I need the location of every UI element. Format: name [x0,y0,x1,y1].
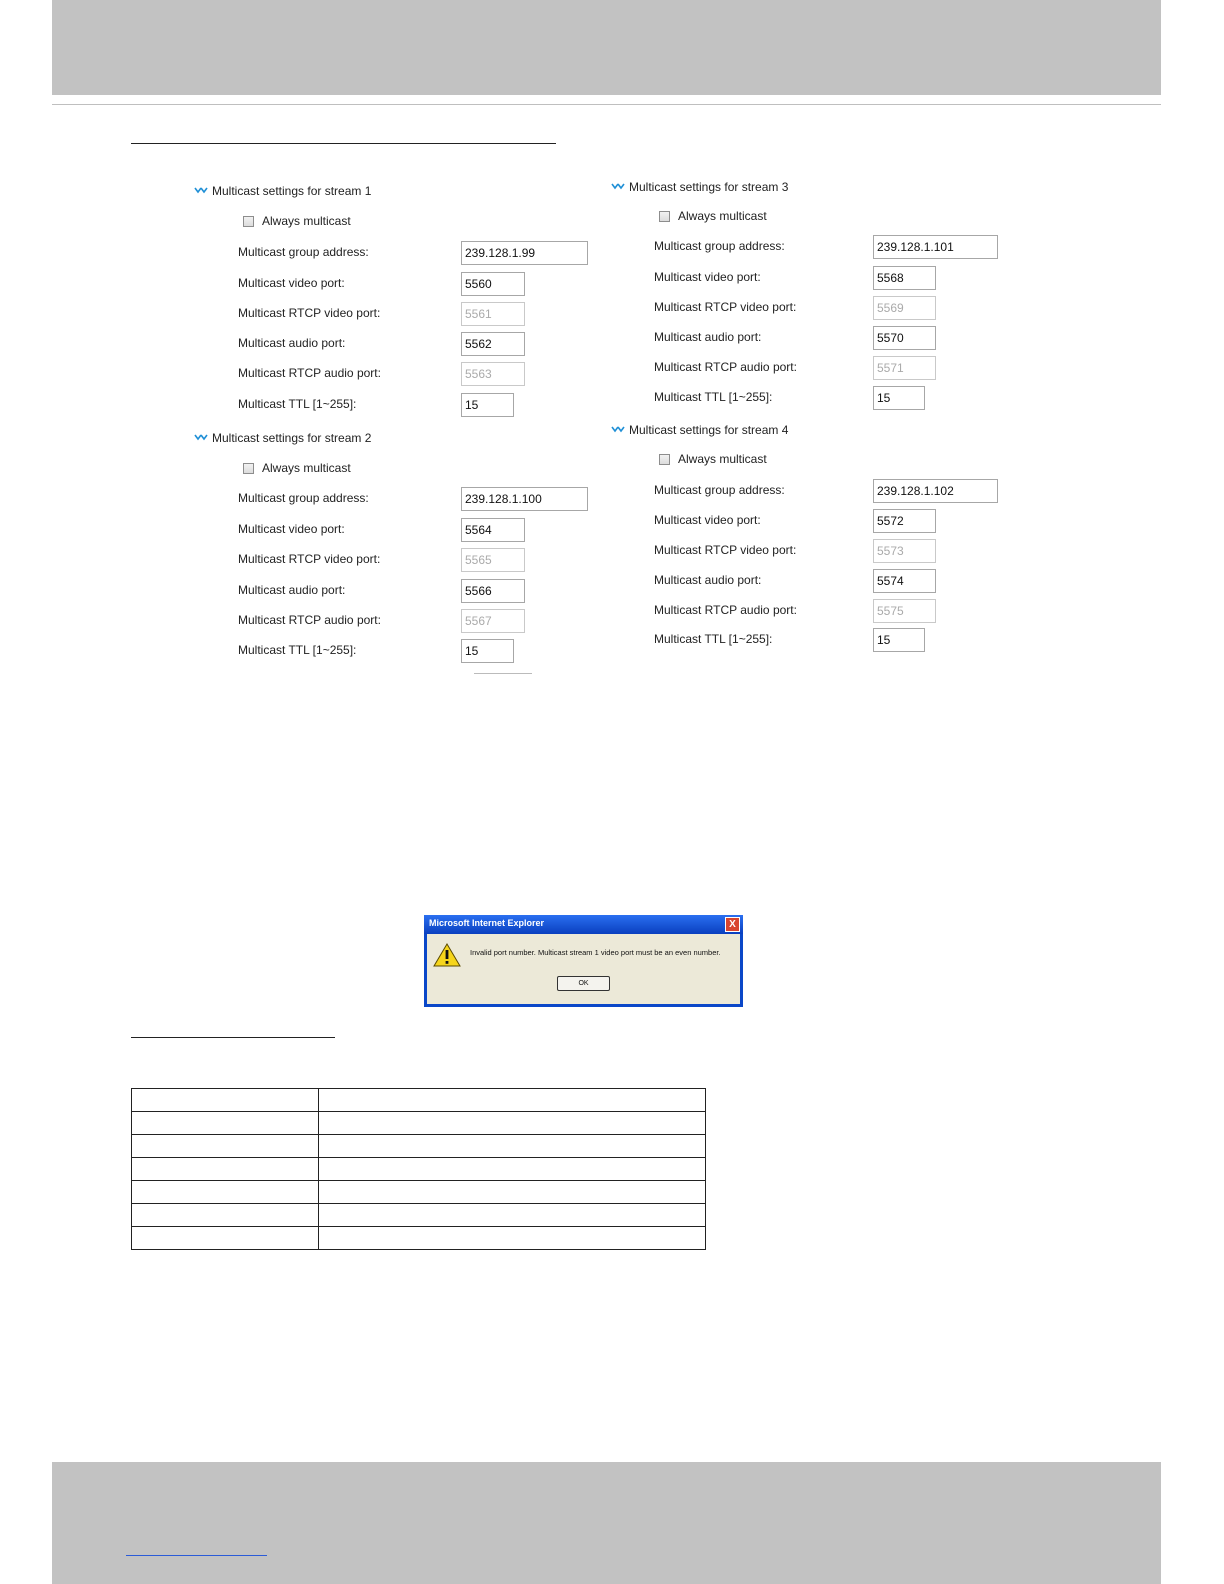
stream-3-rtcp-audio-port-input: 5571 [873,356,936,380]
stream-1-ttl-input[interactable]: 15 [461,393,514,417]
stream-3-rtcp-video-port-input: 5569 [873,296,936,320]
always-multicast-checkbox[interactable] [659,454,670,465]
table-cell [319,1112,706,1135]
ok-button[interactable]: OK [557,976,610,991]
always-multicast-label: Always multicast [678,452,767,466]
always-multicast-label: Always multicast [262,461,351,475]
stream-4-rtcp-audio-port-input: 5575 [873,599,936,623]
table-cell [132,1089,319,1112]
stream-4-rtcp-video-port-input: 5573 [873,539,936,563]
panel-edge [474,673,532,674]
stream-2-audio-port-input[interactable]: 5566 [461,579,525,603]
stream-1-video-port-input[interactable]: 5560 [461,272,525,296]
table-cell [319,1089,706,1112]
stream-1-group-address-label: Multicast group address: [238,245,369,259]
stream-3-audio-port-label: Multicast audio port: [654,330,762,344]
stream-2-video-port-input[interactable]: 5564 [461,518,525,542]
chevron-down-icon [194,186,208,196]
table-cell [132,1181,319,1204]
table-row [132,1089,706,1112]
chevron-down-icon [611,182,625,192]
stream-4-header[interactable] [611,423,788,437]
table-row [132,1227,706,1250]
stream-3-title: Multicast settings for stream 3 [629,180,789,194]
stream-3-group-address-label: Multicast group address: [654,239,785,253]
stream-3-video-port-label: Multicast video port: [654,270,761,284]
table-cell [132,1204,319,1227]
always-multicast-checkbox[interactable] [243,216,254,227]
stream-1-always-multicast[interactable] [243,214,351,228]
warning-icon [433,943,461,967]
stream-3-always-multicast[interactable] [659,209,767,223]
dialog-titlebar [424,915,743,934]
always-multicast-checkbox[interactable] [243,463,254,474]
content-table [131,1088,706,1250]
stream-2-ttl-label: Multicast TTL [1~255]: [238,643,357,657]
alert-dialog [424,915,743,1007]
table-cell [319,1204,706,1227]
stream-4-audio-port-input[interactable]: 5574 [873,569,936,593]
stream-4-ttl-label: Multicast TTL [1~255]: [654,632,773,646]
stream-3-rtcp-audio-port-label: Multicast RTCP audio port: [654,360,797,374]
dialog-message: Invalid port number. Multicast stream 1 video port must be an even number. [470,948,721,957]
footer-link-underline[interactable] [126,1555,267,1556]
table-row [132,1112,706,1135]
table-cell [132,1227,319,1250]
stream-2-title: Multicast settings for stream 2 [212,431,372,445]
table-cell [319,1227,706,1250]
section-heading-rule [131,143,556,144]
stream-2-rtcp-video-port-input: 5565 [461,548,525,572]
stream-1-audio-port-input[interactable]: 5562 [461,332,525,356]
table-cell [132,1158,319,1181]
always-multicast-label: Always multicast [262,214,351,228]
close-button[interactable]: X [725,917,740,932]
stream-3-header[interactable] [611,180,788,194]
stream-4-video-port-input[interactable]: 5572 [873,509,936,533]
stream-2-rtcp-video-port-label: Multicast RTCP video port: [238,552,381,566]
section-heading-rule-2 [131,1037,335,1038]
stream-3-audio-port-input[interactable]: 5570 [873,326,936,350]
dialog-title: Microsoft Internet Explorer [429,918,545,928]
stream-1-header[interactable] [194,184,371,198]
stream-2-group-address-label: Multicast group address: [238,491,369,505]
table-cell [132,1135,319,1158]
stream-2-audio-port-label: Multicast audio port: [238,583,346,597]
stream-3-rtcp-video-port-label: Multicast RTCP video port: [654,300,797,314]
stream-2-group-address-input[interactable]: 239.128.1.100 [461,487,588,511]
table-row [132,1181,706,1204]
stream-4-audio-port-label: Multicast audio port: [654,573,762,587]
table-cell [319,1135,706,1158]
footer-band [52,1462,1161,1584]
stream-2-ttl-input[interactable]: 15 [461,639,514,663]
table-row [132,1204,706,1227]
stream-1-rtcp-video-port-input: 5561 [461,302,525,326]
table-row [132,1135,706,1158]
stream-4-always-multicast[interactable] [659,452,767,466]
stream-1-rtcp-audio-port-label: Multicast RTCP audio port: [238,366,381,380]
chevron-down-icon [611,425,625,435]
stream-4-video-port-label: Multicast video port: [654,513,761,527]
table-cell [319,1158,706,1181]
table-cell [319,1181,706,1204]
stream-4-group-address-input[interactable]: 239.128.1.102 [873,479,998,503]
stream-2-rtcp-audio-port-label: Multicast RTCP audio port: [238,613,381,627]
stream-4-rtcp-audio-port-label: Multicast RTCP audio port: [654,603,797,617]
stream-3-video-port-input[interactable]: 5568 [873,266,936,290]
stream-1-audio-port-label: Multicast audio port: [238,336,346,350]
stream-4-group-address-label: Multicast group address: [654,483,785,497]
stream-3-ttl-input[interactable]: 15 [873,386,925,410]
stream-1-group-address-input[interactable]: 239.128.1.99 [461,241,588,265]
stream-4-ttl-input[interactable]: 15 [873,628,925,652]
stream-1-video-port-label: Multicast video port: [238,276,345,290]
table-cell [132,1112,319,1135]
header-rule [52,104,1161,105]
stream-1-ttl-label: Multicast TTL [1~255]: [238,397,357,411]
table-row [132,1158,706,1181]
stream-1-title: Multicast settings for stream 1 [212,184,372,198]
always-multicast-checkbox[interactable] [659,211,670,222]
stream-1-rtcp-video-port-label: Multicast RTCP video port: [238,306,381,320]
stream-2-rtcp-audio-port-input: 5567 [461,609,525,633]
header-band [52,0,1161,95]
dialog-body [427,934,740,1004]
stream-1-rtcp-audio-port-input: 5563 [461,362,525,386]
stream-3-ttl-label: Multicast TTL [1~255]: [654,390,773,404]
stream-2-header[interactable] [194,431,371,445]
stream-4-title: Multicast settings for stream 4 [629,423,789,437]
stream-3-group-address-input[interactable]: 239.128.1.101 [873,235,998,259]
stream-2-video-port-label: Multicast video port: [238,522,345,536]
stream-2-always-multicast[interactable] [243,461,351,475]
stream-4-rtcp-video-port-label: Multicast RTCP video port: [654,543,797,557]
always-multicast-label: Always multicast [678,209,767,223]
chevron-down-icon [194,433,208,443]
